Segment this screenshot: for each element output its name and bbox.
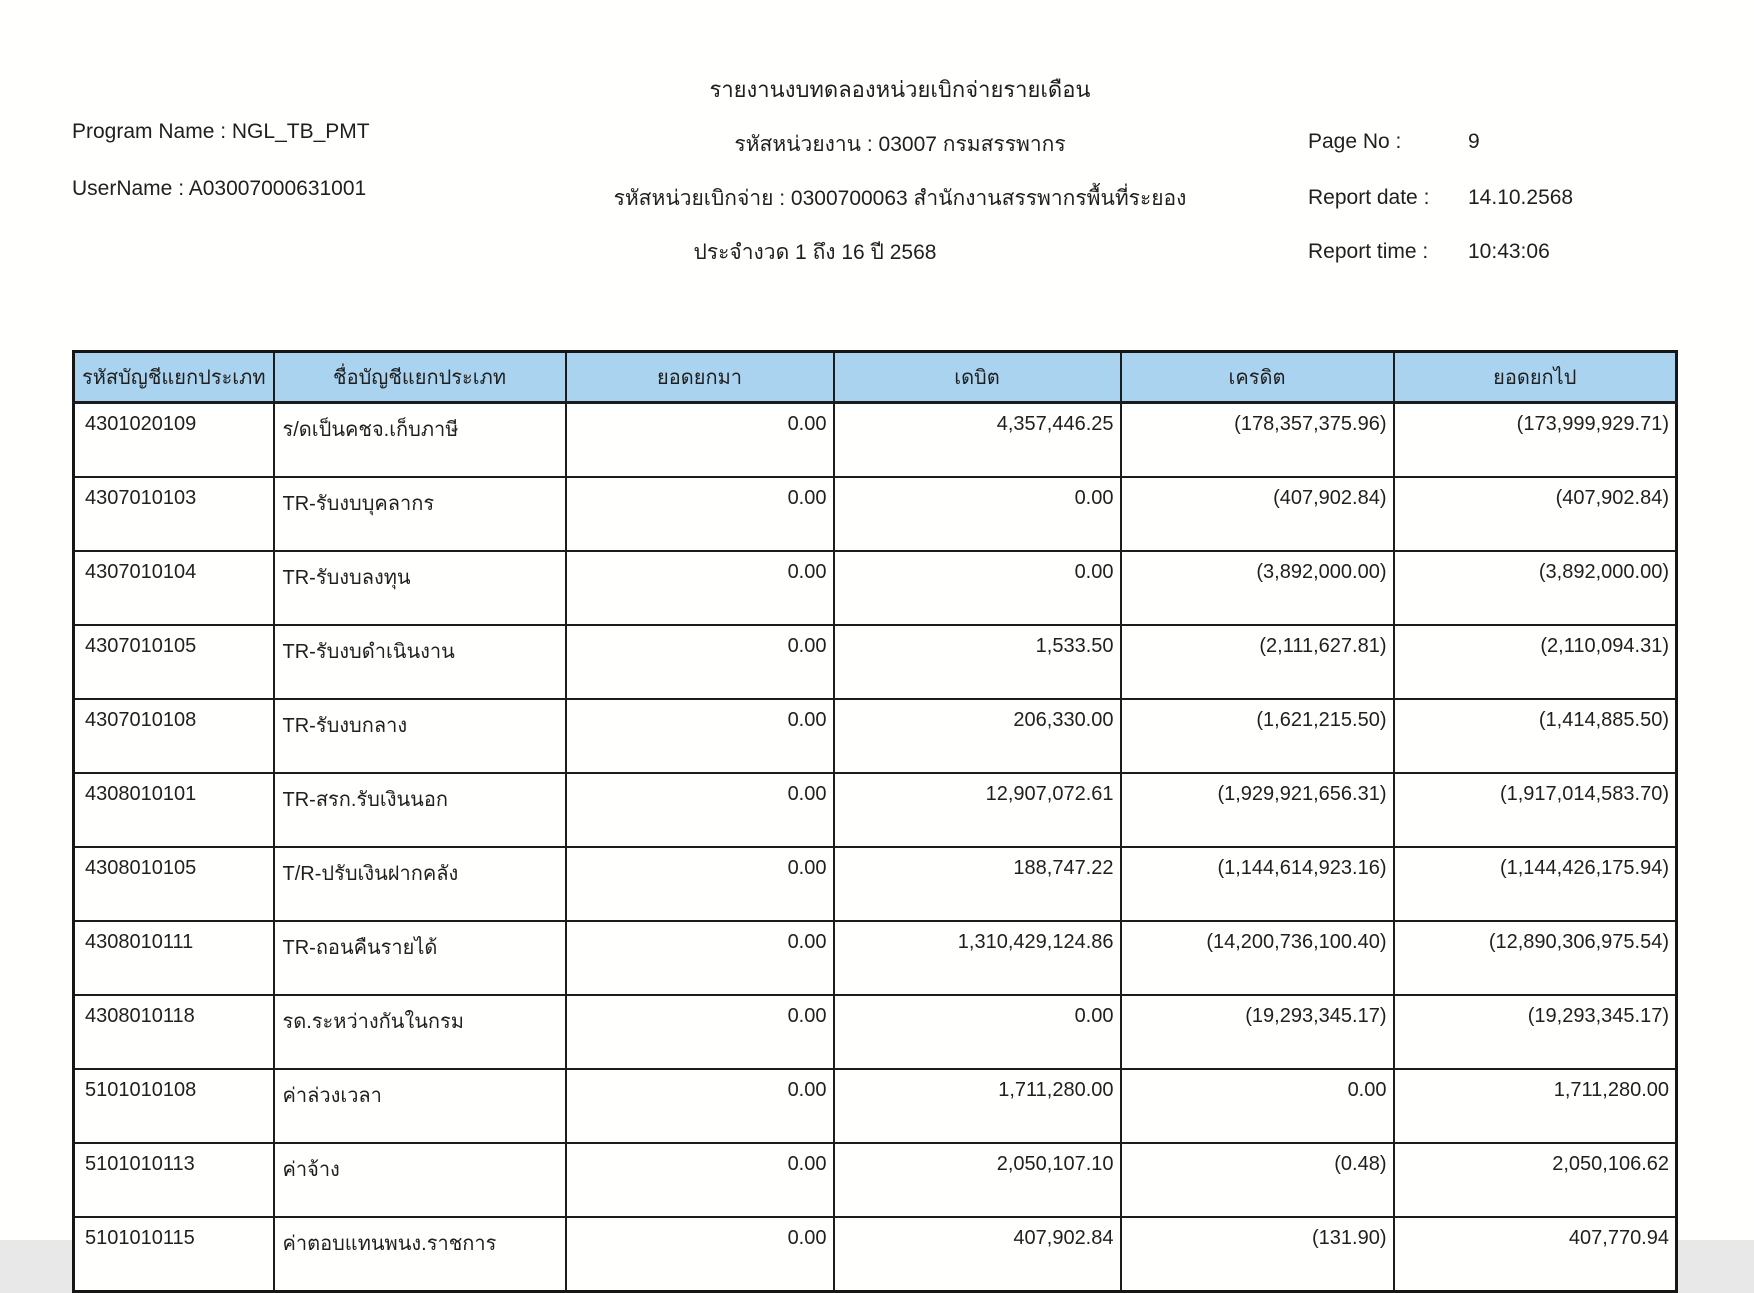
account-name: TR-รับงบบุคลากร	[274, 477, 566, 551]
report-date-value: 14.10.2568	[1468, 186, 1574, 209]
account-code: 4307010108	[74, 699, 274, 773]
balance-carried-forward: (12,890,306,975.54)	[1394, 921, 1677, 995]
program-name-value: NGL_TB_PMT	[231, 120, 370, 143]
account-name: TR-รับงบกลาง	[274, 699, 566, 773]
table-row	[74, 1069, 1677, 1143]
column-header-account-name: ชื่อบัญชีแยกประเภท	[274, 352, 566, 403]
balance-brought-forward: 0.00	[566, 1143, 834, 1217]
debit: 1,310,429,124.86	[834, 921, 1121, 995]
agency-code-line: รหัสหน่วยงาน : 03007 กรมสรรพากร	[734, 133, 1066, 156]
balance-brought-forward: 0.00	[566, 699, 834, 773]
account-name: ค่าจ้าง	[274, 1143, 566, 1217]
account-code: 4307010105	[74, 625, 274, 699]
table-row	[74, 995, 1677, 1069]
account-name: ค่าล่วงเวลา	[274, 1069, 566, 1143]
account-name: ค่าตอบแทนพนง.ราชการ	[274, 1217, 566, 1292]
table-row	[74, 477, 1677, 551]
account-code: 4301020109	[74, 403, 274, 478]
account-code: 4307010103	[74, 477, 274, 551]
debit: 4,357,446.25	[834, 403, 1121, 478]
table-row	[74, 699, 1677, 773]
report-time-value: 10:43:06	[1468, 240, 1550, 263]
credit: (1,144,614,923.16)	[1121, 847, 1394, 921]
program-name-label: Program Name :	[72, 120, 232, 143]
balance-carried-forward: (1,144,426,175.94)	[1394, 847, 1677, 921]
balance-carried-forward: (407,902.84)	[1394, 477, 1677, 551]
balance-carried-forward: (1,917,014,583.70)	[1394, 773, 1677, 847]
debit: 206,330.00	[834, 699, 1121, 773]
account-code: 4308010105	[74, 847, 274, 921]
debit: 1,533.50	[834, 625, 1121, 699]
balance-brought-forward: 0.00	[566, 1069, 834, 1143]
credit: (14,200,736,100.40)	[1121, 921, 1394, 995]
credit: (19,293,345.17)	[1121, 995, 1394, 1069]
report-time-line	[1308, 240, 1550, 264]
debit: 12,907,072.61	[834, 773, 1121, 847]
account-code: 4307010104	[74, 551, 274, 625]
table-row	[74, 1217, 1677, 1292]
account-name: TR-รับงบดำเนินงาน	[274, 625, 566, 699]
balance-carried-forward: (2,110,094.31)	[1394, 625, 1677, 699]
balance-brought-forward: 0.00	[566, 921, 834, 995]
balance-carried-forward: (173,999,929.71)	[1394, 403, 1677, 478]
balance-brought-forward: 0.00	[566, 995, 834, 1069]
credit: (407,902.84)	[1121, 477, 1394, 551]
balance-carried-forward: (3,892,000.00)	[1394, 551, 1677, 625]
credit: (1,621,215.50)	[1121, 699, 1394, 773]
username-value: A03007000631001	[188, 177, 367, 200]
balance-brought-forward: 0.00	[566, 625, 834, 699]
ledger-table-body	[74, 403, 1677, 1292]
balance-brought-forward: 0.00	[566, 403, 834, 478]
balance-carried-forward: (19,293,345.17)	[1394, 995, 1677, 1069]
program-name-line	[72, 120, 370, 144]
page-no-value: 9	[1468, 130, 1480, 153]
debit: 0.00	[834, 477, 1121, 551]
report-time-label: Report time :	[1308, 240, 1429, 263]
balance-carried-forward: 407,770.94	[1394, 1217, 1677, 1292]
account-code: 5101010108	[74, 1069, 274, 1143]
credit: 0.00	[1121, 1069, 1394, 1143]
credit: (1,929,921,656.31)	[1121, 773, 1394, 847]
username-label: UserName :	[72, 177, 189, 200]
debit: 188,747.22	[834, 847, 1121, 921]
credit: (0.48)	[1121, 1143, 1394, 1217]
table-row	[74, 1143, 1677, 1217]
disbursement-unit-line: รหัสหน่วยเบิกจ่าย : 0300700063 สำนักงานสรรพากรพื้นที่ระยอง	[613, 187, 1187, 210]
column-header-account-code: รหัสบัญชีแยกประเภท	[74, 352, 274, 403]
column-header-debit: เดบิต	[834, 352, 1121, 403]
balance-carried-forward: 1,711,280.00	[1394, 1069, 1677, 1143]
balance-carried-forward: (1,414,885.50)	[1394, 699, 1677, 773]
column-header-balance-brought-forward: ยอดยกมา	[566, 352, 834, 403]
page-no-line	[1308, 130, 1480, 154]
account-name: TR-รับงบลงทุน	[274, 551, 566, 625]
table-row	[74, 847, 1677, 921]
credit: (131.90)	[1121, 1217, 1394, 1292]
account-name: ร/ดเป็นคชจ.เก็บภาษี	[274, 403, 566, 478]
report-date-line	[1308, 186, 1574, 210]
report-date-label: Report date :	[1308, 186, 1430, 209]
table-header-row	[74, 352, 1677, 403]
account-name: T/R-ปรับเงินฝากคลัง	[274, 847, 566, 921]
debit: 407,902.84	[834, 1217, 1121, 1292]
account-code: 5101010113	[74, 1143, 274, 1217]
table-row	[74, 551, 1677, 625]
account-code: 4308010101	[74, 773, 274, 847]
account-name: TR-ถอนคืนรายได้	[274, 921, 566, 995]
balance-brought-forward: 0.00	[566, 1217, 834, 1292]
debit: 0.00	[834, 551, 1121, 625]
account-name: รด.ระหว่างกันในกรม	[274, 995, 566, 1069]
balance-carried-forward: 2,050,106.62	[1394, 1143, 1677, 1217]
page-title: รายงานงบทดลองหน่วยเบิกจ่ายรายเดือน	[709, 77, 1091, 102]
balance-brought-forward: 0.00	[566, 847, 834, 921]
account-code: 4308010118	[74, 995, 274, 1069]
credit: (178,357,375.96)	[1121, 403, 1394, 478]
balance-brought-forward: 0.00	[566, 551, 834, 625]
column-header-credit: เครดิต	[1121, 352, 1394, 403]
credit: (2,111,627.81)	[1121, 625, 1394, 699]
table-row	[74, 773, 1677, 847]
table-row	[74, 625, 1677, 699]
table-row	[74, 921, 1677, 995]
trial-balance-table	[72, 350, 1678, 1293]
balance-brought-forward: 0.00	[566, 773, 834, 847]
account-code: 5101010115	[74, 1217, 274, 1292]
table-row	[74, 403, 1677, 478]
debit: 1,711,280.00	[834, 1069, 1121, 1143]
period-line: ประจำงวด 1 ถึง 16 ปี 2568	[693, 241, 937, 264]
username-line	[72, 177, 366, 201]
credit: (3,892,000.00)	[1121, 551, 1394, 625]
column-header-balance-carried-forward: ยอดยกไป	[1394, 352, 1677, 403]
account-name: TR-สรก.รับเงินนอก	[274, 773, 566, 847]
debit: 0.00	[834, 995, 1121, 1069]
account-code: 4308010111	[74, 921, 274, 995]
page-no-label: Page No :	[1308, 130, 1402, 153]
balance-brought-forward: 0.00	[566, 477, 834, 551]
debit: 2,050,107.10	[834, 1143, 1121, 1217]
